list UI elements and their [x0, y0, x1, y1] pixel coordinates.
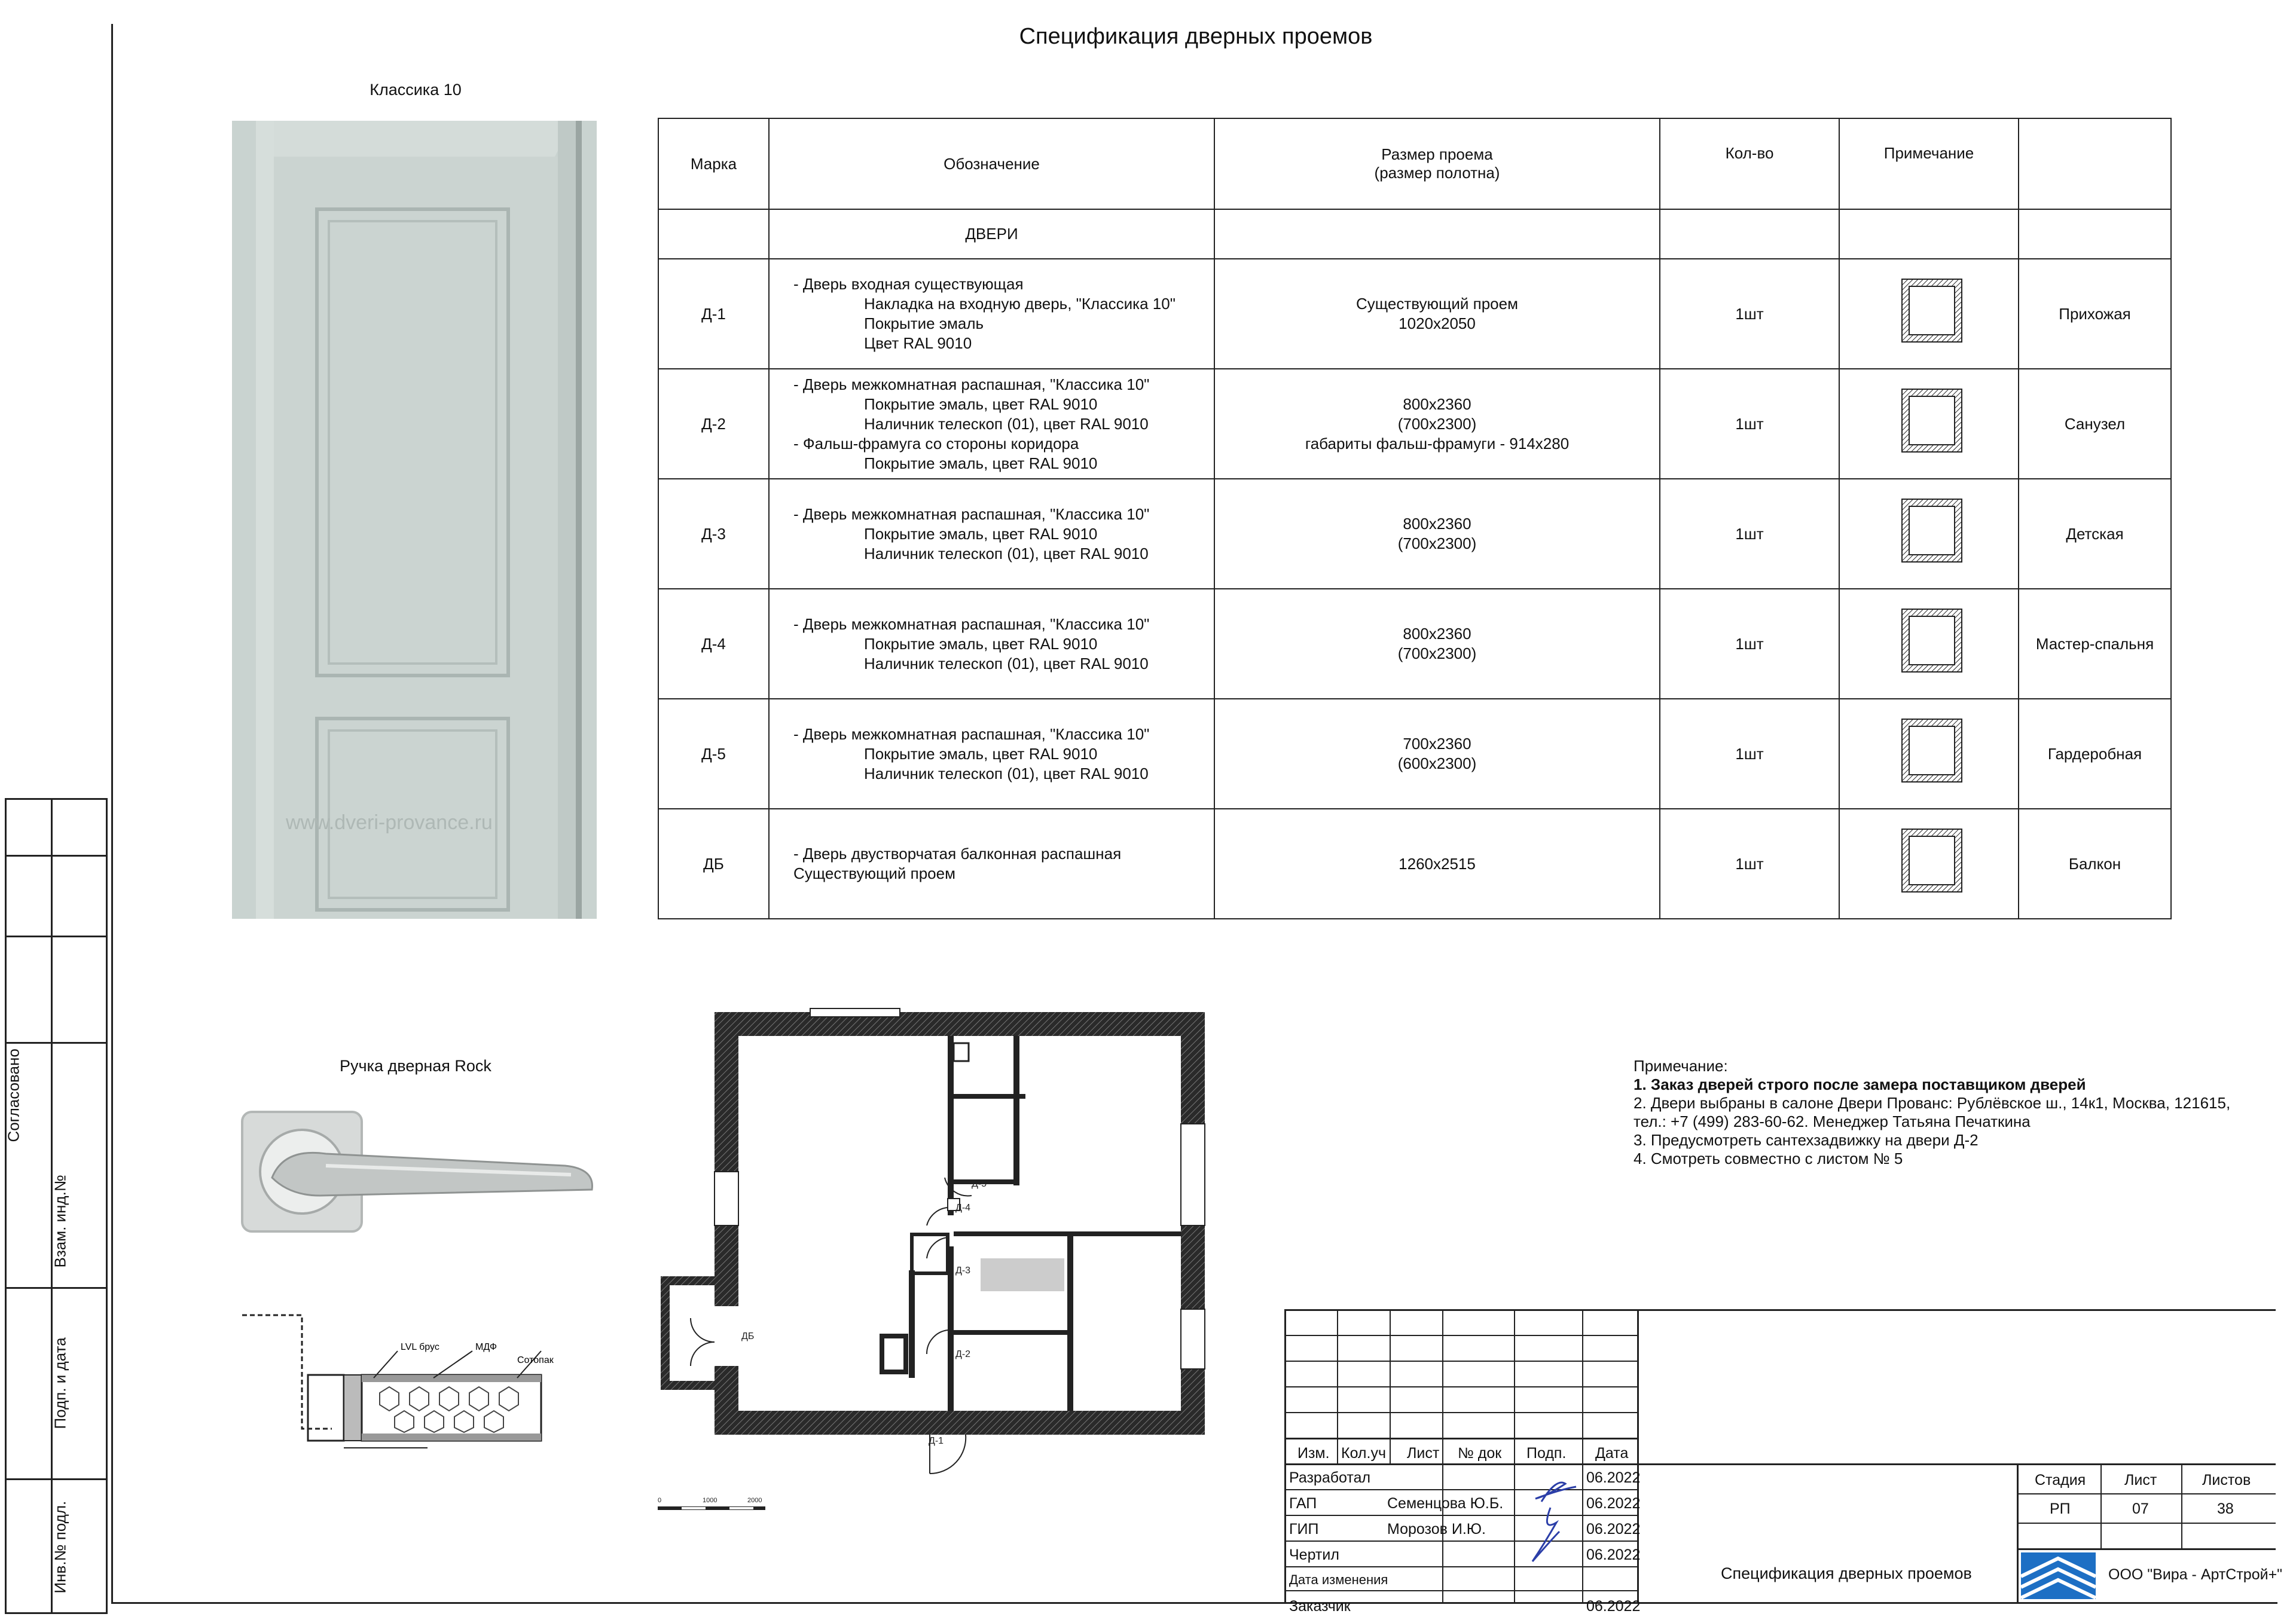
stamp-role: ГИП: [1289, 1521, 1319, 1538]
row-qty: 1шт: [1660, 589, 1839, 699]
stamp-doc-title: Спецификация дверных проемов: [1721, 1564, 1972, 1582]
row-size: [1214, 369, 1660, 479]
floor-plan: [646, 995, 1220, 1521]
stamp-h-sheet: Лист: [1407, 1445, 1440, 1462]
section-label-lvl: LVL брус: [401, 1342, 439, 1352]
header-size: [1214, 118, 1660, 209]
size-line: габариты фальш-фрамуги - 914x280: [1305, 434, 1570, 453]
desc-subline: Наличник телескоп (01), цвет RAL 9010: [864, 654, 1149, 673]
row-room: Балкон: [2019, 809, 2171, 919]
size-line: Существующий проем: [1356, 295, 1518, 313]
door-plan-icon: [1884, 817, 1974, 907]
table-group-row: [658, 209, 2171, 259]
size-line: 1260x2515: [1399, 854, 1476, 873]
header-qty: Кол-во: [1660, 118, 1839, 209]
door-caption: Классика 10: [370, 81, 462, 99]
row-designation: [769, 589, 1214, 699]
desc-line: - Дверь входная существующая: [793, 275, 1024, 293]
desc-line: - Дверь межкомнатная распашная, "Классика 10": [793, 375, 1150, 393]
row-mark: Д-2: [658, 369, 769, 479]
table-row: [658, 809, 2171, 919]
section-label-mdf: МДФ: [475, 1342, 497, 1352]
notes-block: [1634, 1057, 2230, 1168]
header-designation: Обозначение: [769, 118, 1214, 209]
section-label-honeycomb: Сотопак: [517, 1355, 554, 1365]
stamp-sheets: 38: [2217, 1500, 2234, 1517]
stamp-date: 06.2022: [1586, 1495, 1641, 1512]
row-room: Мастер-спальня: [2019, 589, 2171, 699]
stamp-name: Морозов И.Ю.: [1387, 1521, 1486, 1538]
header-mark: Марка: [658, 118, 769, 209]
table-header-row: [658, 118, 2171, 209]
stamp-h-change: Изм.: [1297, 1445, 1330, 1462]
note-4: 4. Смотреть совместно с листом № 5: [1634, 1150, 1903, 1167]
title-block: [1284, 1309, 2283, 1615]
header-size-line1: Размер проема: [1381, 145, 1493, 163]
row-qty: 1шт: [1660, 699, 1839, 809]
note-3: 3. Предусмотреть сантехзадвижку на двери Д-2: [1634, 1131, 1979, 1149]
stamp-company: ООО "Вира - АртСтрой+": [2108, 1566, 2283, 1583]
note-2: 2. Двери выбраны в салоне Двери Прованс: Рублёвское ш., 14к1, Москва, 121615,: [1634, 1094, 2231, 1112]
desc-subline: Накладка на входную дверь, "Классика 10": [864, 295, 1176, 313]
stamp-h-count: Кол.уч: [1341, 1445, 1386, 1462]
row-designation: [769, 809, 1214, 919]
row-designation: [769, 259, 1214, 369]
door-illustration: [232, 121, 597, 919]
handle-caption: Ручка дверная Rock: [340, 1057, 491, 1075]
desc-line: - Дверь межкомнатная распашная, "Классика 10": [793, 725, 1150, 743]
stamp-name: Семенцова Ю.Б.: [1387, 1495, 1504, 1512]
stamp-stage: РП: [2050, 1500, 2071, 1517]
door-plan-icon: [1884, 707, 1974, 797]
door-plan-icon: [1884, 487, 1974, 577]
row-room: Санузел: [2019, 369, 2171, 479]
plan-label-d3: Д-3: [955, 1266, 971, 1276]
handle-image: [236, 1106, 607, 1243]
stamp-date: 06.2022: [1586, 1469, 1641, 1486]
size-line: 800x2360: [1403, 515, 1471, 533]
scale-2000: 2000: [747, 1497, 762, 1504]
plan-label-d1: Д-1: [929, 1436, 944, 1446]
stamp-role: Разработал: [1289, 1469, 1371, 1486]
plan-label-d4: Д-4: [955, 1203, 971, 1213]
desc-subline: Покрытие эмаль: [864, 314, 984, 332]
row-icon-cell: [1839, 369, 2019, 479]
row-qty: 1шт: [1660, 369, 1839, 479]
plan-label-d5: Д-5: [972, 1179, 987, 1189]
stamp-role: Заказчик: [1289, 1598, 1351, 1615]
stamp-stage-label: Стадия: [2035, 1472, 2086, 1488]
door-section-detail: [236, 1309, 571, 1453]
table-row: [658, 699, 2171, 809]
row-icon-cell: [1839, 809, 2019, 919]
row-icon-cell: [1839, 589, 2019, 699]
desc-line: - Дверь межкомнатная распашная, "Классика 10": [793, 505, 1150, 523]
row-designation: [769, 479, 1214, 589]
row-qty: 1шт: [1660, 479, 1839, 589]
desc-subline: Покрытие эмаль, цвет RAL 9010: [864, 634, 1098, 653]
group-doors: ДВЕРИ: [769, 209, 1214, 259]
stamp-sheet-label: Лист: [2124, 1472, 2157, 1488]
row-size: [1214, 589, 1660, 699]
door-plan-icon: [1884, 597, 1974, 687]
door-plan-icon: [1884, 377, 1974, 467]
desc-line: Существующий проем: [793, 864, 955, 882]
table-row: [658, 479, 2171, 589]
header-note: Примечание: [1839, 118, 2019, 209]
size-line: (700x2300): [1397, 534, 1477, 552]
desc-subline: Покрытие эмаль, цвет RAL 9010: [864, 524, 1098, 543]
stamp-sheet: 07: [2132, 1500, 2149, 1517]
spec-table: [658, 118, 2172, 919]
row-icon-cell: [1839, 479, 2019, 589]
stamp-h-date: Дата: [1595, 1445, 1629, 1462]
row-mark: Д-3: [658, 479, 769, 589]
row-designation: [769, 699, 1214, 809]
row-mark: Д-1: [658, 259, 769, 369]
row-size: [1214, 699, 1660, 809]
row-room: Прихожая: [2019, 259, 2171, 369]
stamp-date: 06.2022: [1586, 1521, 1641, 1538]
row-size: [1214, 479, 1660, 589]
scale-bar: [658, 1497, 765, 1510]
row-icon-cell: [1839, 699, 2019, 809]
size-line: 700x2360: [1403, 735, 1471, 753]
size-line: (700x2300): [1397, 644, 1477, 662]
note-2b: тел.: +7 (499) 283-60-62. Менеджер Татьяна Печаткина: [1634, 1112, 2031, 1130]
table-row: [658, 369, 2171, 479]
row-mark: Д-5: [658, 699, 769, 809]
row-size: [1214, 809, 1660, 919]
desc-subline: Покрытие эмаль, цвет RAL 9010: [864, 744, 1098, 763]
size-line: 1020x2050: [1399, 314, 1476, 332]
desc-subline: Наличник телескоп (01), цвет RAL 9010: [864, 414, 1149, 433]
desc-line: - Фальш-фрамуга со стороны коридора: [793, 434, 1079, 453]
stamp-h-docno: № док: [1458, 1445, 1502, 1462]
side-label-inventory: Инв.№ подл.: [51, 1500, 69, 1594]
row-room: Гардеробная: [2019, 699, 2171, 809]
door-plan-icon: [1884, 267, 1974, 357]
row-qty: 1шт: [1660, 809, 1839, 919]
row-mark: ДБ: [658, 809, 769, 919]
row-mark: Д-4: [658, 589, 769, 699]
scale-1000: 1000: [703, 1497, 718, 1504]
header-size-line2: (размер полотна): [1374, 164, 1500, 182]
door-watermark: www.dveri-provance.ru: [286, 811, 493, 834]
header-empty: [2019, 118, 2171, 209]
desc-subline: Цвет RAL 9010: [864, 334, 972, 352]
size-line: (700x2300): [1397, 414, 1477, 433]
row-qty: 1шт: [1660, 259, 1839, 369]
table-row: [658, 259, 2171, 369]
row-designation: [769, 369, 1214, 479]
size-line: 800x2360: [1403, 395, 1471, 413]
table-row: [658, 589, 2171, 699]
desc-subline: Покрытие эмаль, цвет RAL 9010: [864, 454, 1098, 472]
scale-0: 0: [658, 1497, 662, 1504]
stamp-sheets-label: Листов: [2202, 1472, 2251, 1488]
row-size: [1214, 259, 1660, 369]
desc-subline: Наличник телескоп (01), цвет RAL 9010: [864, 764, 1149, 783]
door-image: [232, 121, 597, 919]
notes-title: Примечание:: [1634, 1057, 1728, 1075]
plan-label-d2: Д-2: [955, 1349, 971, 1359]
size-line: 800x2360: [1403, 625, 1471, 643]
stamp-role: Дата изменения: [1289, 1572, 1388, 1587]
desc-line: - Дверь двустворчатая балконная распашная: [793, 845, 1122, 863]
stamp-date: 06.2022: [1586, 1598, 1641, 1615]
stamp-role: ГАП: [1289, 1495, 1317, 1512]
stamp-role: Чертил: [1289, 1546, 1339, 1563]
plan-label-db: ДБ: [741, 1331, 755, 1341]
side-label-replace: Взам. инд.№: [51, 1175, 69, 1268]
desc-subline: Наличник телескоп (01), цвет RAL 9010: [864, 544, 1149, 563]
row-room: Детская: [2019, 479, 2171, 589]
desc-line: - Дверь межкомнатная распашная, "Классика 10": [793, 615, 1150, 633]
side-label-agreed: Согласовано: [4, 1049, 23, 1142]
side-label-signature: Подп. и дата: [51, 1337, 69, 1429]
row-icon-cell: [1839, 259, 2019, 369]
stamp-h-sign: Подп.: [1526, 1445, 1567, 1462]
page-title: Спецификация дверных проемов: [1019, 24, 1373, 49]
stamp-date: 06.2022: [1586, 1546, 1641, 1563]
note-1: 1. Заказ дверей строго после замера поставщиком дверей: [1634, 1075, 2086, 1093]
size-line: (600x2300): [1397, 754, 1477, 772]
signature-image: [1523, 1466, 1580, 1564]
desc-subline: Покрытие эмаль, цвет RAL 9010: [864, 395, 1098, 413]
company-logo-icon: [2021, 1552, 2096, 1599]
